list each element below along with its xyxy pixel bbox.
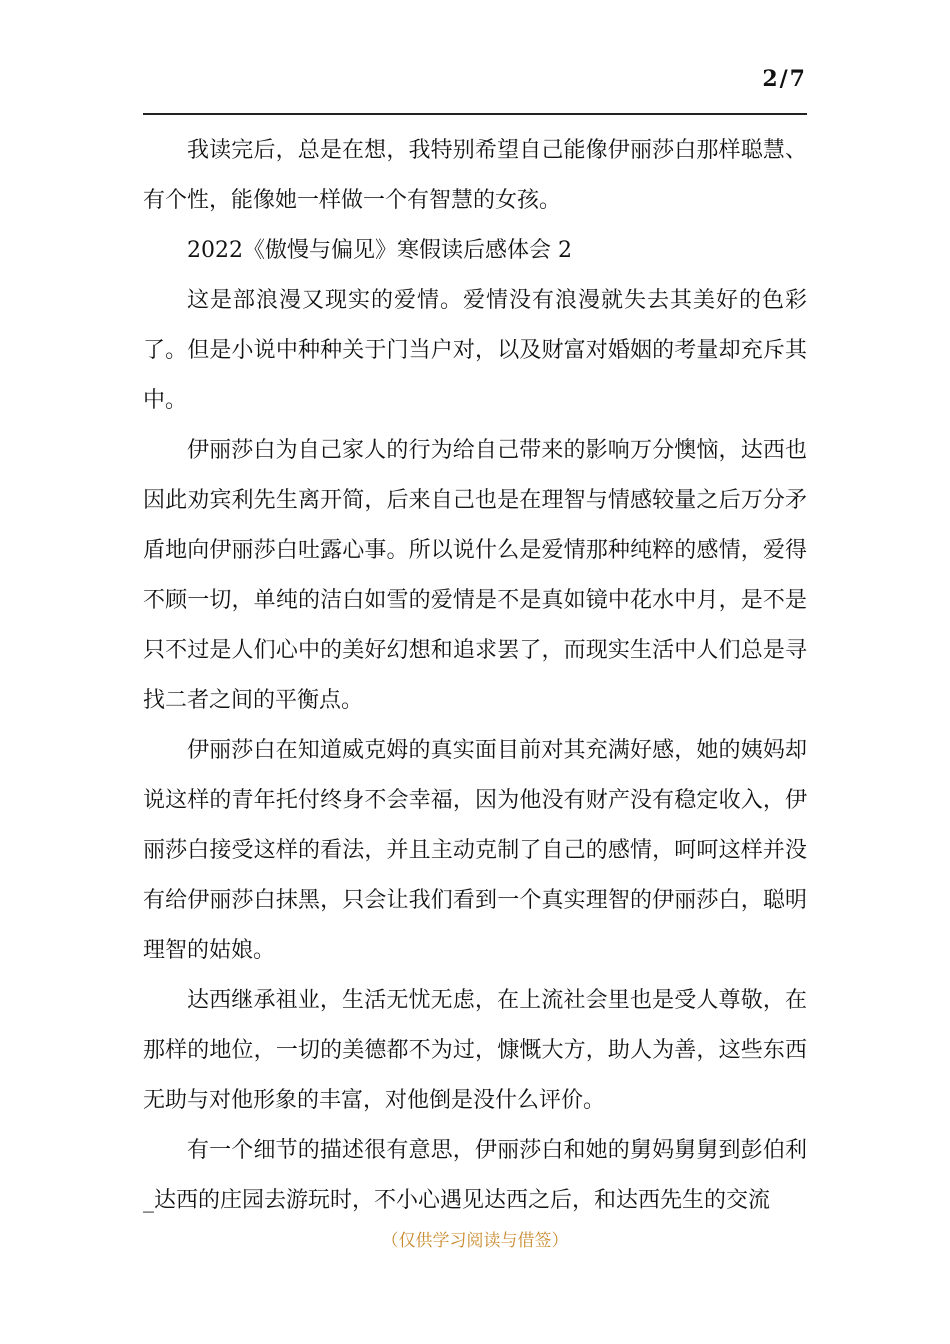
document-body — [143, 126, 807, 1226]
header-divider — [143, 113, 807, 115]
paragraph: 有一个细节的描述很有意思，伊丽莎白和她的舅妈舅舅到彭伯利_达西的庄园去游玩时，不小心遇见达西之后，和达西先生的交流 — [143, 1138, 807, 1213]
paragraph: 伊丽莎白为自己家人的行为给自己带来的影响万分懊恼，达西也因此劝宾利先生离开简，后来自己也是在理智与情感较量之后万分矛盾地向伊丽莎白吐露心事。所以说什么是爱情那种纯粹的感情，爱得不顾一切，单纯的洁白如雪的爱情是不是真如镜中花水中月，是不是只不过是人们心中的美好幻想和追求罢了，而现实生活中人们总是寻找二者之间的平衡点。 — [143, 438, 807, 713]
paragraph: 达西继承祖业，生活无忧无虑，在上流社会里也是受人尊敬，在那样的地位，一切的美德都不为过，慷慨大方，助人为善，这些东西无助与对他形象的丰富，对他倒是没什么评价。 — [143, 988, 807, 1113]
page-number: 2/7 — [762, 66, 807, 92]
paragraph: 伊丽莎白在知道威克姆的真实面目前对其充满好感，她的姨妈却说这样的青年托付终身不会幸福，因为他没有财产没有稳定收入，伊丽莎白接受这样的看法，并且主动克制了自己的感情，呵呵这样并没有给伊丽莎白抹黑，只会让我们看到一个真实理智的伊丽莎白，聪明理智的姑娘。 — [143, 738, 807, 963]
paragraph: 我读完后，总是在想，我特别希望自己能像伊丽莎白那样聪慧、有个性，能像她一样做一个有智慧的女孩。 — [143, 138, 807, 213]
paragraph: 这是部浪漫又现实的爱情。爱情没有浪漫就失去其美好的色彩了。但是小说中种种关于门当户对，以及财富对婚姻的考量却充斥其中。 — [143, 288, 807, 413]
footer-note: （仅供学习阅读与借签） — [381, 1231, 569, 1251]
section-heading: 2022《傲慢与偏见》寒假读后感体会 2 — [187, 238, 572, 263]
